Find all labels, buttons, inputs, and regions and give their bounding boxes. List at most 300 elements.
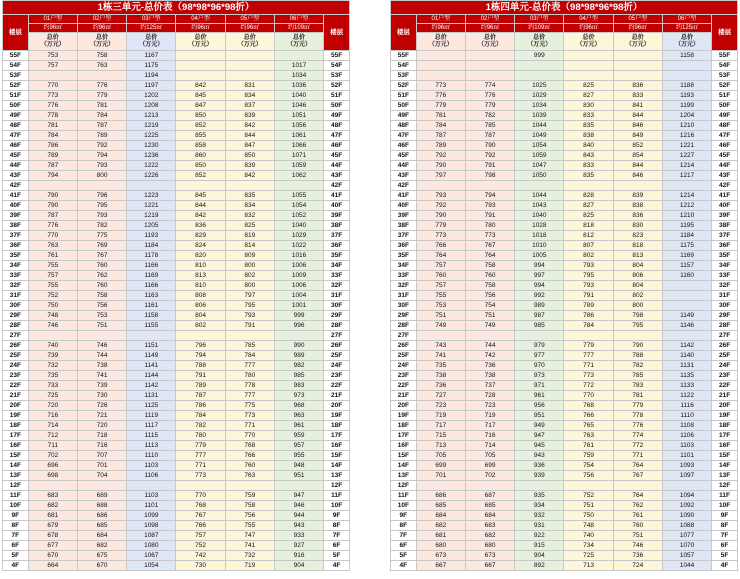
table-row bbox=[391, 441, 738, 451]
floor-label-left: 7F bbox=[3, 531, 29, 541]
price-cell: 1001 bbox=[274, 301, 323, 311]
price-cell: 955 bbox=[274, 451, 323, 461]
floor-label-right: 32F bbox=[712, 281, 738, 291]
price-cell: 1236 bbox=[127, 151, 176, 161]
floor-label-left: 24F bbox=[391, 361, 417, 371]
floor-label-right: 4F bbox=[712, 561, 738, 571]
price-cell: 791 bbox=[465, 211, 514, 221]
price-cell: 686 bbox=[416, 491, 465, 501]
price-cell: 779 bbox=[77, 91, 126, 101]
price-label-unit: （万元） bbox=[675, 41, 700, 48]
floor-label-right: 19F bbox=[712, 411, 738, 421]
price-cell: 1061 bbox=[274, 131, 323, 141]
price-cell: 753 bbox=[77, 311, 126, 321]
title-row bbox=[3, 1, 350, 15]
price-cell: 1040 bbox=[515, 211, 564, 221]
price-cell: 844 bbox=[225, 131, 274, 141]
price-cell: 754 bbox=[465, 301, 514, 311]
floor-label-left: 50F bbox=[3, 101, 29, 111]
price-cell: 784 bbox=[176, 411, 225, 421]
floor-label-left: 5F bbox=[3, 551, 29, 561]
floor-label-left: 6F bbox=[3, 541, 29, 551]
table-row bbox=[3, 161, 350, 171]
price-cell: 664 bbox=[28, 561, 77, 571]
price-cell: 770 bbox=[176, 491, 225, 501]
price-cell: 989 bbox=[274, 351, 323, 361]
table-row bbox=[3, 301, 350, 311]
price-cell bbox=[662, 61, 711, 71]
table-row bbox=[3, 411, 350, 421]
price-cell: 1029 bbox=[515, 91, 564, 101]
table-row bbox=[3, 51, 350, 61]
price-label-unit: （万元） bbox=[287, 41, 312, 48]
price-cell: 779 bbox=[613, 401, 662, 411]
price-cell: 770 bbox=[564, 391, 613, 401]
price-cell: 977 bbox=[515, 351, 564, 361]
floor-label-right: 13F bbox=[324, 471, 350, 481]
price-cell: 973 bbox=[274, 391, 323, 401]
table-row bbox=[3, 501, 350, 511]
table-row bbox=[3, 341, 350, 351]
price-cell: 779 bbox=[564, 341, 613, 351]
price-cell: 1131 bbox=[662, 361, 711, 371]
price-cell: 1195 bbox=[662, 221, 711, 231]
price-cell bbox=[564, 51, 613, 61]
price-cell: 751 bbox=[77, 321, 126, 331]
price-cell bbox=[613, 51, 662, 61]
floor-label-left: 55F bbox=[3, 51, 29, 61]
price-cell: 771 bbox=[176, 461, 225, 471]
price-cell: 720 bbox=[28, 401, 77, 411]
price-cell: 1010 bbox=[515, 241, 564, 251]
price-cell: 752 bbox=[564, 491, 613, 501]
table-title: 1栋四单元-总价表（98*98*96*98折） bbox=[391, 1, 738, 15]
price-cell: 1155 bbox=[127, 321, 176, 331]
price-cell: 970 bbox=[515, 361, 564, 371]
price-cell bbox=[613, 61, 662, 71]
price-cell: 1135 bbox=[662, 371, 711, 381]
price-cell: 1044 bbox=[515, 121, 564, 131]
floor-label-right: 40F bbox=[712, 201, 738, 211]
price-cell: 767 bbox=[176, 511, 225, 521]
floor-label-right: 9F bbox=[712, 511, 738, 521]
price-cell: 712 bbox=[28, 431, 77, 441]
price-cell: 1208 bbox=[127, 101, 176, 111]
floor-label-left: 29F bbox=[391, 311, 417, 321]
table-row bbox=[3, 191, 350, 201]
price-cell: 725 bbox=[564, 551, 613, 561]
price-cell: 776 bbox=[613, 421, 662, 431]
price-cell: 1175 bbox=[662, 241, 711, 251]
price-label-main: 总价 bbox=[46, 34, 59, 41]
price-cell: 968 bbox=[274, 401, 323, 411]
price-cell: 685 bbox=[77, 521, 126, 531]
price-cell: 1044 bbox=[662, 561, 711, 571]
price-cell: 783 bbox=[613, 381, 662, 391]
table-row bbox=[3, 321, 350, 331]
table-row bbox=[3, 81, 350, 91]
price-cell: 788 bbox=[176, 361, 225, 371]
price-cell: 1216 bbox=[662, 131, 711, 141]
table-row bbox=[3, 271, 350, 281]
price-cell: 738 bbox=[416, 371, 465, 381]
table-row bbox=[3, 551, 350, 561]
price-cell: 719 bbox=[225, 561, 274, 571]
table-row bbox=[3, 241, 350, 251]
floor-label-right: 29F bbox=[712, 311, 738, 321]
floor-label-left: 51F bbox=[3, 91, 29, 101]
floor-label-left: 12F bbox=[3, 481, 29, 491]
price-cell: 780 bbox=[176, 431, 225, 441]
price-label bbox=[515, 33, 564, 51]
table-row bbox=[391, 161, 738, 171]
price-cell bbox=[662, 181, 711, 191]
price-cell bbox=[613, 481, 662, 491]
price-label-main: 总价 bbox=[681, 34, 694, 41]
price-cell: 1099 bbox=[127, 511, 176, 521]
price-label-row bbox=[391, 33, 738, 51]
floor-label-left: 35F bbox=[3, 251, 29, 261]
price-cell: 740 bbox=[28, 341, 77, 351]
price-cell: 1214 bbox=[662, 161, 711, 171]
price-cell: 736 bbox=[416, 381, 465, 391]
price-cell: 1090 bbox=[662, 511, 711, 521]
price-cell: 1097 bbox=[662, 471, 711, 481]
price-cell bbox=[465, 51, 514, 61]
price-cell: 847 bbox=[225, 141, 274, 151]
table-row bbox=[391, 181, 738, 191]
price-cell: 858 bbox=[176, 141, 225, 151]
floor-label-left: 21F bbox=[391, 391, 417, 401]
floor-label-right: 14F bbox=[712, 461, 738, 471]
price-cell bbox=[28, 181, 77, 191]
price-cell: 1054 bbox=[127, 561, 176, 571]
table-row bbox=[391, 321, 738, 331]
table-row bbox=[3, 61, 350, 71]
unit-type-area: 约96㎡ bbox=[176, 24, 225, 33]
floor-label-left: 8F bbox=[391, 521, 417, 531]
price-cell: 992 bbox=[515, 291, 564, 301]
price-cell bbox=[465, 331, 514, 341]
price-cell: 778 bbox=[613, 411, 662, 421]
price-cell: 784 bbox=[28, 131, 77, 141]
price-label-unit: （万元） bbox=[90, 41, 115, 48]
price-cell: 844 bbox=[176, 201, 225, 211]
price-cell: 727 bbox=[416, 391, 465, 401]
floor-label-left: 31F bbox=[3, 291, 29, 301]
price-cell bbox=[274, 51, 323, 61]
unit-type-area: 约96㎡ bbox=[564, 24, 613, 33]
unit-type-area: 约96㎡ bbox=[28, 24, 77, 33]
floor-label-right: 12F bbox=[324, 481, 350, 491]
floor-label-left: 34F bbox=[391, 261, 417, 271]
price-cell: 753 bbox=[416, 301, 465, 311]
price-cell: 773 bbox=[225, 411, 274, 421]
price-cell: 842 bbox=[225, 171, 274, 181]
price-cell: 750 bbox=[564, 511, 613, 521]
price-cell: 830 bbox=[564, 101, 613, 111]
price-cell: 1149 bbox=[662, 311, 711, 321]
floor-label-left: 46F bbox=[391, 141, 417, 151]
floor-label-left: 41F bbox=[3, 191, 29, 201]
price-cell: 763 bbox=[77, 61, 126, 71]
floor-label-left: 10F bbox=[391, 501, 417, 511]
price-cell: 778 bbox=[28, 111, 77, 121]
price-cell: 985 bbox=[515, 321, 564, 331]
price-cell: 1113 bbox=[127, 441, 176, 451]
price-cell: 818 bbox=[613, 241, 662, 251]
floor-label-right: 40F bbox=[324, 201, 350, 211]
price-cell: 1188 bbox=[662, 81, 711, 91]
price-cell: 682 bbox=[465, 531, 514, 541]
price-label bbox=[662, 33, 711, 51]
price-cell: 680 bbox=[416, 541, 465, 551]
table-row bbox=[3, 371, 350, 381]
price-cell bbox=[77, 481, 126, 491]
price-cell: 931 bbox=[515, 521, 564, 531]
floor-label-right: 34F bbox=[324, 261, 350, 271]
price-label-unit: （万元） bbox=[237, 41, 262, 48]
price-cell: 768 bbox=[176, 501, 225, 511]
price-label-unit: （万元） bbox=[139, 41, 164, 48]
price-cell bbox=[225, 71, 274, 81]
table-row bbox=[391, 541, 738, 551]
table-row bbox=[3, 541, 350, 551]
floor-label-right: 36F bbox=[712, 241, 738, 251]
price-cell: 1059 bbox=[515, 151, 564, 161]
price-cell: 667 bbox=[416, 561, 465, 571]
price-cell: 786 bbox=[176, 401, 225, 411]
floor-label-right: 15F bbox=[324, 451, 350, 461]
price-cell: 807 bbox=[564, 241, 613, 251]
floor-label-left: 19F bbox=[3, 411, 29, 421]
price-cell: 766 bbox=[416, 241, 465, 251]
price-cell: 1115 bbox=[127, 431, 176, 441]
price-cell: 1219 bbox=[127, 121, 176, 131]
price-cell: 983 bbox=[274, 381, 323, 391]
price-cell bbox=[127, 331, 176, 341]
price-cell: 985 bbox=[274, 371, 323, 381]
price-cell: 943 bbox=[515, 451, 564, 461]
floor-label-left: 35F bbox=[391, 251, 417, 261]
table-row bbox=[391, 351, 738, 361]
price-cell: 1066 bbox=[274, 141, 323, 151]
price-cell: 773 bbox=[416, 231, 465, 241]
floor-label-right: 43F bbox=[324, 171, 350, 181]
floor-label-left: 54F bbox=[391, 61, 417, 71]
price-cell: 1067 bbox=[127, 551, 176, 561]
price-cell: 956 bbox=[515, 401, 564, 411]
floor-label-left: 10F bbox=[3, 501, 29, 511]
price-cell: 763 bbox=[564, 431, 613, 441]
price-cell: 718 bbox=[77, 431, 126, 441]
floor-label-right: 7F bbox=[324, 531, 350, 541]
price-cell: 800 bbox=[225, 261, 274, 271]
price-cell: 682 bbox=[416, 521, 465, 531]
price-label-main: 总价 bbox=[582, 34, 595, 41]
price-cell: 1049 bbox=[515, 131, 564, 141]
price-cell: 790 bbox=[28, 201, 77, 211]
price-cell: 1004 bbox=[274, 291, 323, 301]
table-row bbox=[391, 221, 738, 231]
table-row bbox=[3, 521, 350, 531]
price-cell: 790 bbox=[613, 341, 662, 351]
price-cell: 771 bbox=[613, 451, 662, 461]
price-cell: 813 bbox=[613, 251, 662, 261]
table-row bbox=[391, 551, 738, 561]
price-cell: 776 bbox=[77, 81, 126, 91]
price-cell: 943 bbox=[274, 521, 323, 531]
price-cell bbox=[515, 181, 564, 191]
price-label-unit: （万元） bbox=[40, 41, 65, 48]
price-cell: 774 bbox=[465, 81, 514, 91]
table-row bbox=[3, 211, 350, 221]
price-cell: 757 bbox=[28, 61, 77, 71]
table-row bbox=[391, 171, 738, 181]
price-cell: 758 bbox=[77, 291, 126, 301]
floor-label-left: 47F bbox=[391, 131, 417, 141]
price-cell: 1161 bbox=[127, 301, 176, 311]
price-cell: 1047 bbox=[515, 161, 564, 171]
table-row bbox=[391, 201, 738, 211]
floor-label-left: 41F bbox=[391, 191, 417, 201]
price-cell: 767 bbox=[77, 251, 126, 261]
floor-label-left: 28F bbox=[3, 321, 29, 331]
floor-label-right: 43F bbox=[712, 171, 738, 181]
floor-label-right: 46F bbox=[324, 141, 350, 151]
floor-label-right: 23F bbox=[324, 371, 350, 381]
table-row bbox=[3, 181, 350, 191]
price-cell: 1142 bbox=[662, 341, 711, 351]
table-row bbox=[3, 481, 350, 491]
floor-label-left: 47F bbox=[3, 131, 29, 141]
price-cell: 833 bbox=[564, 111, 613, 121]
floor-label-left: 26F bbox=[391, 341, 417, 351]
price-cell: 757 bbox=[416, 261, 465, 271]
price-cell: 779 bbox=[176, 441, 225, 451]
floor-label-right: 42F bbox=[712, 181, 738, 191]
price-cell: 685 bbox=[465, 501, 514, 511]
price-cell: 1054 bbox=[274, 201, 323, 211]
floor-label-right: 46F bbox=[712, 141, 738, 151]
floor-label-left: 24F bbox=[3, 361, 29, 371]
price-cell: 719 bbox=[416, 411, 465, 421]
price-cell: 790 bbox=[416, 211, 465, 221]
floor-label-left: 52F bbox=[391, 81, 417, 91]
table-row bbox=[3, 421, 350, 431]
table-row bbox=[391, 231, 738, 241]
price-cell: 1077 bbox=[662, 531, 711, 541]
price-cell: 689 bbox=[77, 491, 126, 501]
floor-label-right: 55F bbox=[712, 51, 738, 61]
floor-label-right: 36F bbox=[324, 241, 350, 251]
price-cell: 760 bbox=[77, 261, 126, 271]
price-cell: 739 bbox=[28, 351, 77, 361]
price-cell: 773 bbox=[176, 471, 225, 481]
price-cell: 713 bbox=[416, 441, 465, 451]
price-cell: 786 bbox=[28, 141, 77, 151]
price-cell: 832 bbox=[225, 211, 274, 221]
price-label bbox=[465, 33, 514, 51]
price-cell: 838 bbox=[613, 201, 662, 211]
price-cell: 999 bbox=[274, 311, 323, 321]
floor-label-left: 52F bbox=[3, 81, 29, 91]
table-row bbox=[3, 111, 350, 121]
price-cell bbox=[515, 71, 564, 81]
price-cell: 789 bbox=[77, 131, 126, 141]
floor-label-right: 8F bbox=[324, 521, 350, 531]
price-cell: 1034 bbox=[274, 71, 323, 81]
table-row bbox=[3, 221, 350, 231]
price-cell: 1062 bbox=[274, 171, 323, 181]
price-cell: 777 bbox=[176, 451, 225, 461]
price-cell: 746 bbox=[28, 321, 77, 331]
price-cell: 997 bbox=[515, 271, 564, 281]
price-cell: 741 bbox=[416, 351, 465, 361]
price-cell: 1088 bbox=[662, 521, 711, 531]
price-cell: 757 bbox=[176, 531, 225, 541]
price-cell: 756 bbox=[77, 301, 126, 311]
price-cell: 1222 bbox=[127, 161, 176, 171]
price-cell: 757 bbox=[416, 281, 465, 291]
price-cell: 717 bbox=[416, 421, 465, 431]
price-cell: 791 bbox=[176, 371, 225, 381]
table-row bbox=[3, 461, 350, 471]
price-cell bbox=[225, 331, 274, 341]
price-cell: 1098 bbox=[127, 521, 176, 531]
table-row bbox=[3, 231, 350, 241]
price-cell: 678 bbox=[28, 531, 77, 541]
price-cell: 685 bbox=[416, 501, 465, 511]
floor-label-right: 23F bbox=[712, 371, 738, 381]
price-cell: 838 bbox=[564, 131, 613, 141]
floor-label-right: 38F bbox=[712, 221, 738, 231]
price-cell: 781 bbox=[416, 111, 465, 121]
price-cell: 724 bbox=[613, 561, 662, 571]
floor-label-left: 17F bbox=[391, 431, 417, 441]
price-cell: 1141 bbox=[127, 361, 176, 371]
table-row bbox=[3, 71, 350, 81]
price-cell: 758 bbox=[77, 51, 126, 61]
price-cell: 735 bbox=[28, 371, 77, 381]
price-cell: 1051 bbox=[274, 111, 323, 121]
price-cell: 779 bbox=[465, 101, 514, 111]
floor-label-left: 46F bbox=[3, 141, 29, 151]
floor-label-right: 10F bbox=[712, 501, 738, 511]
table-row bbox=[3, 311, 350, 321]
table-row bbox=[3, 331, 350, 341]
price-cell: 819 bbox=[225, 231, 274, 241]
floor-label-right: 35F bbox=[324, 251, 350, 261]
price-cell: 833 bbox=[613, 91, 662, 101]
price-cell: 947 bbox=[515, 431, 564, 441]
floor-label-right: 44F bbox=[324, 161, 350, 171]
floor-label-left: 30F bbox=[391, 301, 417, 311]
price-cell: 758 bbox=[465, 281, 514, 291]
unit-type-area: 约96㎡ bbox=[465, 24, 514, 33]
price-cell bbox=[127, 481, 176, 491]
price-cell: 773 bbox=[465, 231, 514, 241]
floor-label-right: 27F bbox=[712, 331, 738, 341]
floor-label-left: 14F bbox=[3, 461, 29, 471]
unit-name-row bbox=[391, 15, 738, 24]
unit-area-row bbox=[3, 24, 350, 33]
price-cell: 839 bbox=[225, 161, 274, 171]
table-row bbox=[391, 191, 738, 201]
price-cell: 845 bbox=[176, 191, 225, 201]
table-row bbox=[391, 331, 738, 341]
price-cell: 773 bbox=[28, 91, 77, 101]
